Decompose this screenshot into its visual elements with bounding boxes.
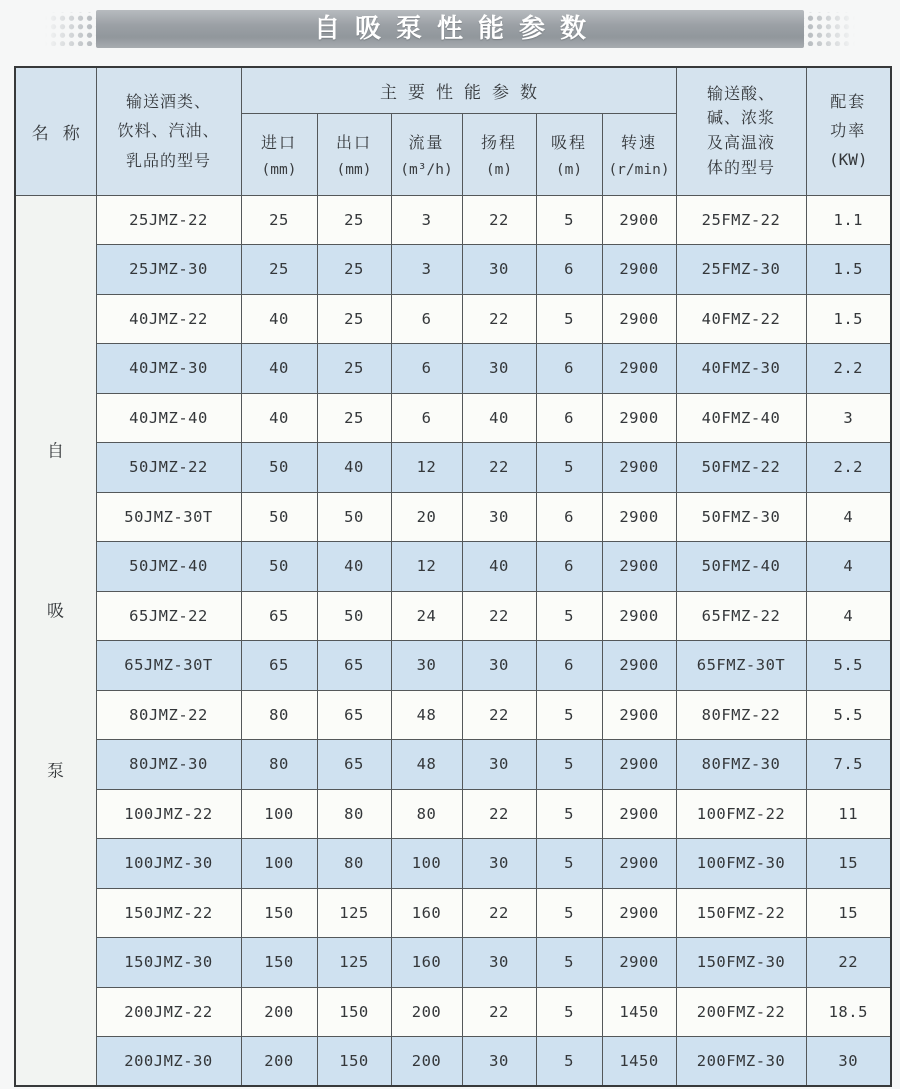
cell-inlet: 40 [241,344,317,394]
cell-suction: 6 [536,245,602,295]
fmz-header-line: 输送酸、 [706,83,775,103]
cell-fmz: 25FMZ-22 [676,195,806,245]
cell-fmz: 200FMZ-22 [676,987,806,1037]
cell-head: 22 [462,888,536,938]
cell-speed: 2900 [602,740,676,790]
col-header-flow: 流量 (m³/h) [391,113,462,195]
cell-outlet: 65 [317,690,391,740]
cell-fmz: 100FMZ-22 [676,789,806,839]
cell-inlet: 65 [241,591,317,641]
fmz-header-line: 碱、浓浆 [706,108,775,128]
cell-suction: 5 [536,294,602,344]
cell-inlet: 40 [241,393,317,443]
cell-outlet: 25 [317,393,391,443]
cell-power: 22 [806,938,891,988]
cell-fmz: 150FMZ-30 [676,938,806,988]
cell-speed: 1450 [602,987,676,1037]
jmz-header-line: 乳品的型号 [125,151,211,171]
cell-inlet: 25 [241,245,317,295]
cell-inlet: 50 [241,492,317,542]
cell-inlet: 65 [241,641,317,691]
cell-head: 22 [462,195,536,245]
cell-jmz: 50JMZ-30T [96,492,241,542]
cell-outlet: 125 [317,888,391,938]
col-header-inlet: 进口 (mm) [241,113,317,195]
cell-outlet: 50 [317,492,391,542]
cell-jmz: 100JMZ-30 [96,839,241,889]
jmz-header-line: 输送酒类、 [125,91,211,111]
table-row [15,393,891,443]
cell-head: 30 [462,839,536,889]
cell-suction: 6 [536,492,602,542]
cell-inlet: 200 [241,1037,317,1087]
cell-power: 30 [806,1037,891,1087]
header-row-top [15,67,891,113]
pump-name-vertical-cell [15,195,96,1086]
cell-power: 3 [806,393,891,443]
cell-fmz: 50FMZ-40 [676,542,806,592]
cell-head: 30 [462,1037,536,1087]
cell-head: 30 [462,492,536,542]
cell-outlet: 40 [317,443,391,493]
fmz-header-line: 及高温液 [706,133,775,153]
cell-outlet: 25 [317,245,391,295]
cell-head: 40 [462,393,536,443]
cell-jmz: 100JMZ-22 [96,789,241,839]
table-header [15,67,891,195]
cell-flow: 3 [391,195,462,245]
cell-head: 22 [462,591,536,641]
cell-power: 15 [806,888,891,938]
cell-power: 5.5 [806,641,891,691]
cell-suction: 6 [536,542,602,592]
cell-flow: 80 [391,789,462,839]
power-header-unit: (KW) [828,149,868,169]
cell-speed: 2900 [602,789,676,839]
cell-head: 22 [462,987,536,1037]
cell-power: 1.5 [806,294,891,344]
jmz-header-line: 饮料、汽油、 [117,121,220,141]
cell-suction: 6 [536,393,602,443]
cell-inlet: 80 [241,690,317,740]
cell-flow: 3 [391,245,462,295]
cell-power: 4 [806,492,891,542]
cell-head: 22 [462,294,536,344]
cell-flow: 100 [391,839,462,889]
cell-speed: 2900 [602,938,676,988]
cell-outlet: 25 [317,344,391,394]
table-row [15,542,891,592]
fmz-header-line: 体的型号 [706,158,775,178]
cell-speed: 2900 [602,393,676,443]
cell-flow: 48 [391,740,462,790]
cell-flow: 30 [391,641,462,691]
cell-power: 4 [806,542,891,592]
cell-suction: 5 [536,839,602,889]
cell-inlet: 100 [241,789,317,839]
cell-fmz: 80FMZ-22 [676,690,806,740]
cell-jmz: 25JMZ-22 [96,195,241,245]
cell-head: 30 [462,938,536,988]
page-title: 自吸泵性能参数 [313,14,601,44]
cell-outlet: 80 [317,839,391,889]
cell-power: 2.2 [806,443,891,493]
cell-speed: 2900 [602,542,676,592]
table-row [15,641,891,691]
cell-fmz: 200FMZ-30 [676,1037,806,1087]
cell-jmz: 200JMZ-22 [96,987,241,1037]
cell-flow: 160 [391,938,462,988]
cell-suction: 5 [536,938,602,988]
cell-power: 2.2 [806,344,891,394]
cell-flow: 6 [391,294,462,344]
cell-suction: 5 [536,1037,602,1087]
cell-outlet: 65 [317,740,391,790]
cell-power: 7.5 [806,740,891,790]
table-body [15,195,891,1086]
cell-suction: 6 [536,641,602,691]
cell-fmz: 40FMZ-40 [676,393,806,443]
power-header-line: 配套 [830,92,867,112]
cell-fmz: 40FMZ-22 [676,294,806,344]
cell-inlet: 50 [241,542,317,592]
cell-fmz: 100FMZ-30 [676,839,806,889]
cell-jmz: 40JMZ-22 [96,294,241,344]
cell-speed: 2900 [602,591,676,641]
pump-spec-table [14,66,892,1087]
pump-name-char: 泵 [47,761,65,782]
cell-outlet: 40 [317,542,391,592]
cell-flow: 48 [391,690,462,740]
col-header-head: 扬程 (m) [462,113,536,195]
cell-inlet: 80 [241,740,317,790]
cell-fmz: 65FMZ-30T [676,641,806,691]
cell-head: 30 [462,641,536,691]
cell-jmz: 40JMZ-30 [96,344,241,394]
col-header-suction: 吸程 (m) [536,113,602,195]
cell-power: 1.1 [806,195,891,245]
table-row [15,1037,891,1087]
cell-inlet: 200 [241,987,317,1037]
title-bar [96,10,804,48]
cell-suction: 5 [536,740,602,790]
cell-head: 30 [462,245,536,295]
cell-speed: 2900 [602,888,676,938]
cell-jmz: 50JMZ-40 [96,542,241,592]
cell-flow: 6 [391,344,462,394]
halftone-dots-right [804,12,862,46]
cell-fmz: 150FMZ-22 [676,888,806,938]
col-header-power [806,67,891,195]
cell-fmz: 25FMZ-30 [676,245,806,295]
cell-suction: 5 [536,443,602,493]
table-row [15,195,891,245]
cell-jmz: 80JMZ-22 [96,690,241,740]
cell-speed: 2900 [602,344,676,394]
cell-suction: 5 [536,987,602,1037]
cell-outlet: 150 [317,987,391,1037]
table-row [15,938,891,988]
col-header-speed: 转速 (r/min) [602,113,676,195]
pump-name-char: 吸 [47,601,65,622]
cell-speed: 2900 [602,443,676,493]
cell-flow: 200 [391,987,462,1037]
cell-head: 22 [462,443,536,493]
cell-jmz: 80JMZ-30 [96,740,241,790]
cell-jmz: 50JMZ-22 [96,443,241,493]
cell-power: 18.5 [806,987,891,1037]
cell-outlet: 80 [317,789,391,839]
cell-inlet: 150 [241,888,317,938]
table-row [15,740,891,790]
cell-flow: 12 [391,443,462,493]
cell-head: 22 [462,690,536,740]
title-banner [38,8,862,50]
cell-jmz: 150JMZ-22 [96,888,241,938]
cell-flow: 6 [391,393,462,443]
cell-suction: 5 [536,789,602,839]
table-row [15,492,891,542]
col-header-name: 名称 [15,67,96,195]
pump-name-char: 自 [47,441,65,462]
cell-head: 30 [462,740,536,790]
cell-flow: 20 [391,492,462,542]
cell-head: 30 [462,344,536,394]
table-row [15,443,891,493]
cell-flow: 160 [391,888,462,938]
cell-jmz: 65JMZ-30T [96,641,241,691]
cell-power: 15 [806,839,891,889]
cell-flow: 200 [391,1037,462,1087]
power-header-line: 功率 [830,120,867,140]
cell-power: 1.5 [806,245,891,295]
cell-suction: 5 [536,591,602,641]
cell-speed: 2900 [602,245,676,295]
cell-fmz: 50FMZ-30 [676,492,806,542]
cell-suction: 5 [536,690,602,740]
cell-jmz: 40JMZ-40 [96,393,241,443]
table-row [15,789,891,839]
col-header-jmz-model [96,67,241,195]
cell-inlet: 150 [241,938,317,988]
table-row [15,839,891,889]
cell-inlet: 40 [241,294,317,344]
cell-speed: 2900 [602,492,676,542]
cell-outlet: 25 [317,294,391,344]
table-row [15,690,891,740]
table-row [15,591,891,641]
cell-suction: 5 [536,888,602,938]
cell-jmz: 65JMZ-22 [96,591,241,641]
table-row [15,294,891,344]
cell-jmz: 150JMZ-30 [96,938,241,988]
cell-speed: 2900 [602,839,676,889]
table-row [15,987,891,1037]
cell-suction: 5 [536,195,602,245]
cell-speed: 2900 [602,641,676,691]
col-header-outlet: 出口 (mm) [317,113,391,195]
cell-inlet: 25 [241,195,317,245]
col-header-fmz-model [676,67,806,195]
cell-speed: 2900 [602,195,676,245]
cell-outlet: 50 [317,591,391,641]
cell-fmz: 40FMZ-30 [676,344,806,394]
col-header-main-params: 主要性能参数 [241,67,676,113]
cell-speed: 1450 [602,1037,676,1087]
cell-speed: 2900 [602,690,676,740]
halftone-dots-left [38,12,96,46]
cell-jmz: 200JMZ-30 [96,1037,241,1087]
cell-power: 5.5 [806,690,891,740]
cell-suction: 6 [536,344,602,394]
cell-outlet: 25 [317,195,391,245]
cell-fmz: 80FMZ-30 [676,740,806,790]
cell-power: 11 [806,789,891,839]
cell-inlet: 50 [241,443,317,493]
cell-fmz: 65FMZ-22 [676,591,806,641]
cell-power: 4 [806,591,891,641]
cell-jmz: 25JMZ-30 [96,245,241,295]
table-row [15,344,891,394]
cell-speed: 2900 [602,294,676,344]
cell-fmz: 50FMZ-22 [676,443,806,493]
cell-inlet: 100 [241,839,317,889]
cell-head: 40 [462,542,536,592]
cell-flow: 12 [391,542,462,592]
table-row [15,245,891,295]
cell-outlet: 125 [317,938,391,988]
cell-head: 22 [462,789,536,839]
cell-outlet: 65 [317,641,391,691]
table-row [15,888,891,938]
cell-outlet: 150 [317,1037,391,1087]
cell-flow: 24 [391,591,462,641]
